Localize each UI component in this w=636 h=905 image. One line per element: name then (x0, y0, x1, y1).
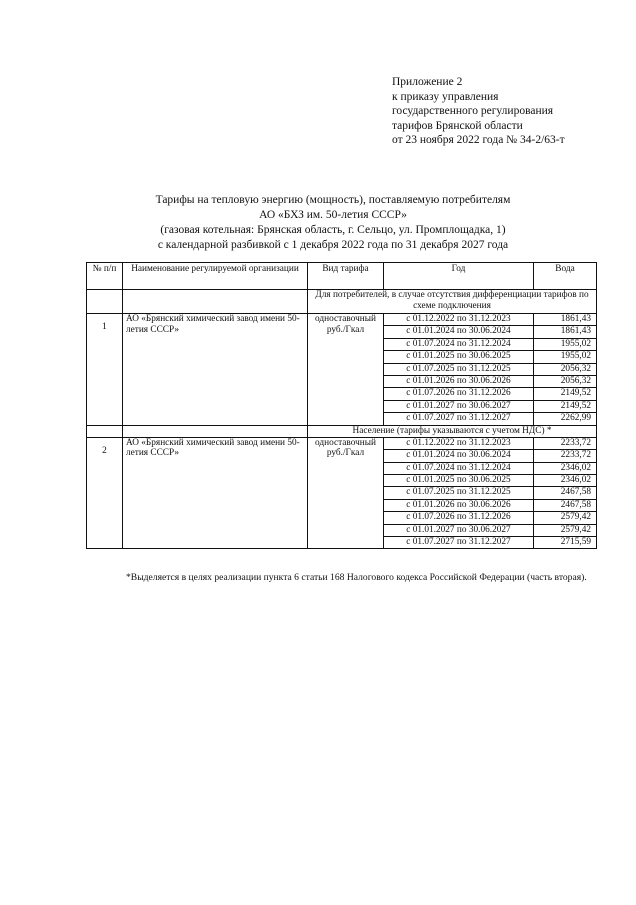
header-water: Вода (534, 263, 597, 290)
water-tariff-value: 1955,02 (534, 338, 597, 350)
tariff-period: с 01.01.2024 по 30.06.2024 (384, 450, 534, 462)
footnote (86, 571, 596, 585)
water-tariff-value: 2715,59 (534, 537, 597, 549)
header-type: Вид тарифа (308, 263, 384, 290)
tariff-period: с 01.12.2022 по 31.12.2023 (384, 314, 534, 326)
tariff-period: с 01.01.2025 по 30.06.2025 (384, 351, 534, 363)
appendix-line: государственного регулирования (392, 105, 554, 118)
table-subheader: Население (тарифы указываются с учетом НДС) * (308, 425, 597, 437)
header-num: № п/п (87, 263, 123, 290)
water-tariff-value: 2056,32 (534, 375, 597, 387)
water-tariff-value: 1861,43 (534, 314, 597, 326)
subheader-empty-cell (123, 290, 308, 314)
water-tariff-value: 2233,72 (534, 437, 597, 449)
table-subheader-row (87, 425, 597, 437)
water-tariff-value: 1861,43 (534, 326, 597, 338)
water-tariff-value: 2346,02 (534, 462, 597, 474)
tariff-type: одноставочный руб./Гкал (308, 314, 384, 426)
tariff-period: с 01.07.2026 по 31.12.2026 (384, 512, 534, 524)
subheader-empty-cell (123, 425, 308, 437)
tariff-period: с 01.01.2026 по 30.06.2026 (384, 375, 534, 387)
tariff-period: с 01.01.2027 по 30.06.2027 (384, 400, 534, 412)
row-number: 2 (87, 437, 123, 549)
document-title (60, 193, 606, 253)
header-year: Год (384, 263, 534, 290)
header-org: Наименование регулируемой организации (123, 263, 308, 290)
appendix-line: тарифов Брянской области (392, 119, 523, 132)
subheader-empty-cell (87, 290, 123, 314)
tariff-period: с 01.07.2024 по 31.12.2024 (384, 338, 534, 350)
title-line: АО «БХЗ им. 50-летия СССР» (259, 209, 407, 221)
table-header-row (87, 263, 597, 290)
title-line: (газовая котельная: Брянская область, г. Сельцо, ул. Промплощадка, 1) (160, 224, 506, 236)
table-subheader: Для потребителей, в случае отсутствия дифференциации тарифов по схеме подключения (308, 290, 597, 314)
tariff-period: с 01.01.2027 по 30.06.2027 (384, 524, 534, 536)
tariff-period: с 01.07.2027 по 31.12.2027 (384, 537, 534, 549)
water-tariff-value: 2467,58 (534, 499, 597, 511)
row-number: 1 (87, 314, 123, 426)
water-tariff-value: 2579,42 (534, 524, 597, 536)
title-line: с календарной разбивкой с 1 декабря 2022 года по 31 декабря 2027 года (157, 239, 509, 251)
appendix-line: к приказу управления (392, 90, 499, 103)
tariff-type: одноставочный руб./Гкал (308, 437, 384, 549)
table-row (87, 314, 597, 326)
table-row (87, 437, 597, 449)
tariff-table (86, 262, 597, 549)
appendix-line: от 23 ноября 2022 года № 34-2/63-т (392, 134, 565, 147)
tariff-period: с 01.01.2026 по 30.06.2026 (384, 499, 534, 511)
water-tariff-value: 1955,02 (534, 351, 597, 363)
water-tariff-value: 2149,52 (534, 400, 597, 412)
table-subheader-row (87, 290, 597, 314)
subheader-empty-cell (87, 425, 123, 437)
tariff-period: с 01.12.2022 по 31.12.2023 (384, 437, 534, 449)
tariff-period: с 01.01.2024 по 30.06.2024 (384, 326, 534, 338)
water-tariff-value: 2579,42 (534, 512, 597, 524)
appendix-reference (392, 75, 565, 148)
water-tariff-value: 2346,02 (534, 475, 597, 487)
footnote-text: *Выделяется в целях реализации пункта 6 статьи 168 Налогового кодекса Российской Федерации (часть вторая). (126, 572, 587, 583)
organization-name: АО «Брянский химический завод имени 50-летия СССР» (123, 314, 308, 426)
tariff-period: с 01.07.2024 по 31.12.2024 (384, 462, 534, 474)
tariff-period: с 01.07.2025 по 31.12.2025 (384, 363, 534, 375)
water-tariff-value: 2467,58 (534, 487, 597, 499)
tariff-period: с 01.07.2026 по 31.12.2026 (384, 388, 534, 400)
water-tariff-value: 2233,72 (534, 450, 597, 462)
title-line: Тарифы на тепловую энергию (мощность), поставляемую потребителям (155, 194, 511, 206)
tariff-period: с 01.07.2027 по 31.12.2027 (384, 413, 534, 425)
water-tariff-value: 2149,52 (534, 388, 597, 400)
appendix-line: Приложение 2 (392, 76, 463, 88)
tariff-period: с 01.07.2025 по 31.12.2025 (384, 487, 534, 499)
tariff-period: с 01.01.2025 по 30.06.2025 (384, 475, 534, 487)
organization-name: АО «Брянский химический завод имени 50-летия СССР» (123, 437, 308, 549)
water-tariff-value: 2262,99 (534, 413, 597, 425)
water-tariff-value: 2056,32 (534, 363, 597, 375)
